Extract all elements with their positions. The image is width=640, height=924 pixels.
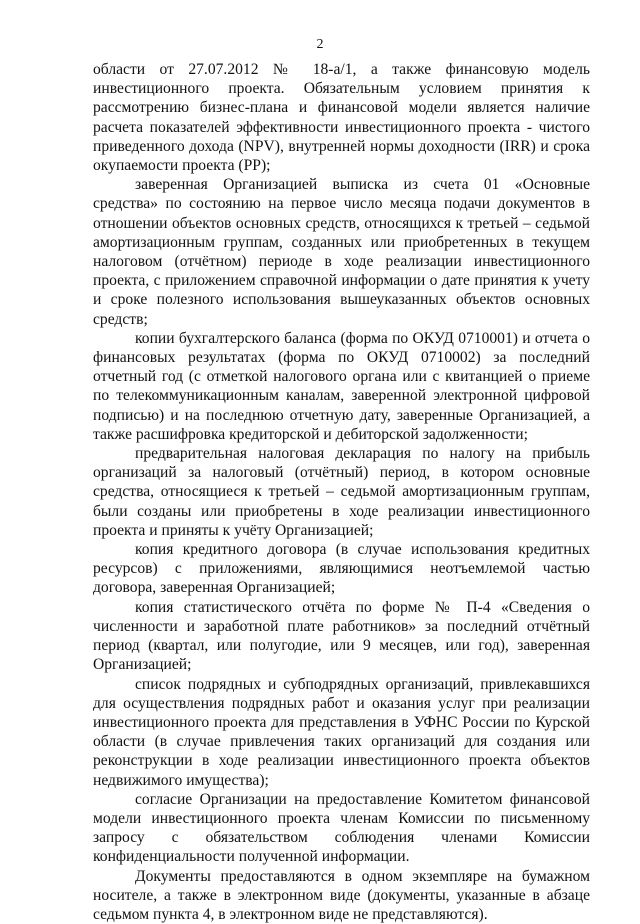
paragraph-credit-agreement: копия кредитного договора (в случае использования кредитных ресурсов) с приложениями, являющимися неотъемлемой частью договора, заверенная Организацией;	[93, 541, 590, 597]
paragraph-tax-declaration: предварительная налоговая декларация по налогу на прибыль организаций за налоговый (отчётный) период, в котором основные средства, относящиеся к третьей – седьмой амортизационным группам, были созданы или приобретены в ходе реализации инвестиционного проекта и приняты к учёту Организацией;	[93, 445, 590, 539]
document-body	[93, 60, 590, 924]
paragraph-statistical-report: копия статистического отчёта по форме № П-4 «Сведения о численности и заработной плате работников» за последний отчётный период (квартал, или полугодие, или 9 месяцев, или год), заверенная Организацией;	[93, 598, 590, 674]
paragraph-consent: согласие Организации на предоставление Комитетом финансовой модели инвестиционного проекта членам Комиссии по письменному запросу с обязательством соблюдения членами Комиссии конфиденциальности полученной информации.	[93, 790, 590, 866]
page-number: 2	[316, 37, 324, 52]
paragraph-financial-model: области от 27.07.2012 № 18-а/1, а также финансовую модель инвестиционного проекта. Обязательным условием принятия к рассмотрению бизнес-плана и финансовой модели является наличие расчета показателей эффективности инвестиционного проекта - чистого приведенного дохода (NPV), внутренней нормы доходности (IRR) и срока окупаемости проекта (PP);	[93, 61, 590, 175]
paragraph-contractors-list: список подрядных и субподрядных организаций, привлекавшихся для осуществления подрядных работ и оказания услуг при реализации инвестиционного проекта для представления в УФНС России по Курской области (в случае привлечения таких организаций для создания или реконструкции в ходе реализации инвестиционного проекта объектов недвижимого имущества);	[93, 675, 590, 789]
paragraph-fixed-assets-statement: заверенная Организацией выписка из счета 01 «Основные средства» по состоянию на первое число месяца подачи документов в отношении объектов основных средств, относящихся к третьей – седьмой амортизационным группам, созданных или приобретенных в текущем налоговом (отчётном) периоде в ходе реализации инвестиционного проекта, с приложением справочной информации о дате принятия к учету и сроке полезного использования вышеуказанных объектов основных средств;	[93, 176, 590, 328]
paragraph-submission-format: Документы предоставляются в одном экземпляре на бумажном носителе, а также в электронном виде (документы, указанные в абзаце седьмом пункта 4, в электронном виде не представляются).	[93, 867, 590, 923]
paragraph-balance-sheet-copies: копии бухгалтерского баланса (форма по ОКУД 0710001) и отчета о финансовых результатах (форма по ОКУД 0710002) за последний отчетный год (с отметкой налогового органа или с квитанцией о приеме по телекоммуникационным каналам, заверенной электронной цифровой подписью) и на последнюю отчетную дату, заверенные Организацией, а также расшифровка кредиторской и дебиторской задолженности;	[93, 329, 590, 443]
